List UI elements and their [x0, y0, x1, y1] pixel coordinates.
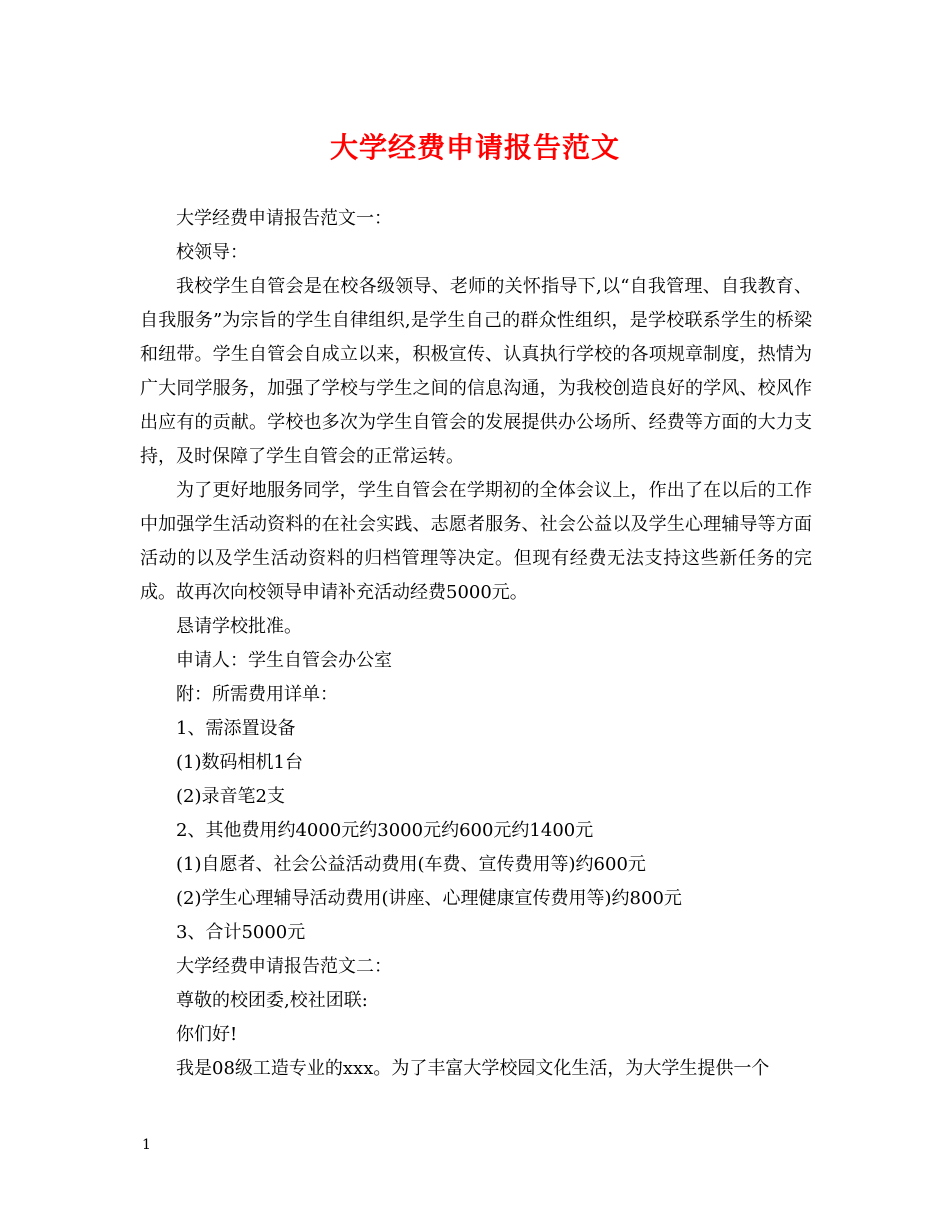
paragraph: 我校学生自管会是在校各级领导、老师的关怀指导下,以“自我管理、自我教育、自我服务”为宗旨的学生自律组织,是学生自己的群众性组织，是学校联系学生的桥梁和纽带。学生自管会自成立以来，积极宣传、认真执行学校的各项规章制度，热情为广大同学服务，加强了学校与学生之间的信息沟通，为我校创造良好的学风、校风作出应有的贡献。学校也多次为学生自管会的发展提供办公场所、经费等方面的大力支持，及时保障了学生自管会的正常运转。 — [140, 276, 812, 467]
paragraph: 校领导： — [176, 242, 248, 263]
paragraph: (2)录音笔2支 — [176, 786, 285, 807]
page-title: 大学经费申请报告范文 — [329, 131, 620, 164]
paragraph: 2、其他费用约4000元约3000元约600元约1400元 — [176, 820, 594, 841]
paragraph: 我是08级工造专业的xxx。为了丰富大学校园文化生活，为大学生提供一个 — [176, 1058, 770, 1079]
page-number: 1 — [142, 1137, 151, 1153]
paragraph: 你们好! — [176, 1024, 238, 1045]
paragraph: 1、需添置设备 — [176, 718, 296, 739]
paragraph: (1)数码相机1台 — [176, 752, 303, 773]
paragraph: 大学经费申请报告范文一： — [176, 208, 392, 229]
paragraph: (1)自愿者、社会公益活动费用(车费、宣传费用等)约600元 — [176, 854, 646, 875]
paragraph: (2)学生心理辅导活动费用(讲座、心理健康宣传费用等)约800元 — [176, 888, 682, 909]
paragraph: 3、合计5000元 — [176, 922, 306, 943]
document-body — [140, 202, 812, 1086]
paragraph: 附：所需费用详单： — [176, 684, 338, 705]
paragraph: 为了更好地服务同学，学生自管会在学期初的全体会议上，作出了在以后的工作中加强学生活动资料的在社会实践、志愿者服务、社会公益以及学生心理辅导等方面活动的以及学生活动资料的归档管理等决定。但现有经费无法支持这些新任务的完成。故再次向校领导申请补充活动经费5000元。 — [140, 480, 812, 603]
paragraph: 尊敬的校团委,校社团联: — [176, 990, 368, 1011]
paragraph: 恳请学校批准。 — [176, 616, 302, 637]
paragraph: 大学经费申请报告范文二： — [176, 956, 392, 977]
paragraph: 申请人：学生自管会办公室 — [176, 650, 392, 671]
